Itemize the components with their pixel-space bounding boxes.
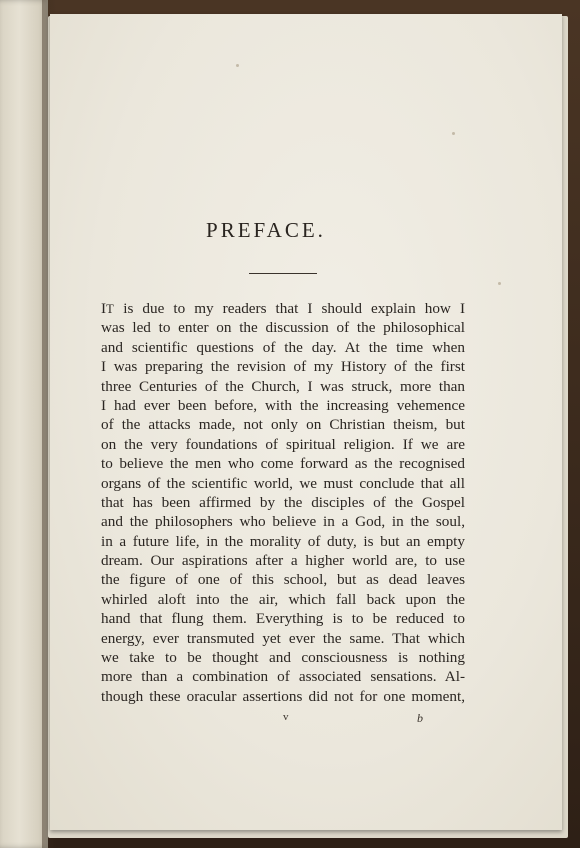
preface-body [101,299,465,706]
text-line [101,299,465,318]
text-line: to believe the men who come forward as the recognised [101,455,465,473]
text-line: I was preparing the revision of my History of the first [101,358,465,376]
paper-speck [498,282,501,285]
text-line: in a future life, in the morality of duty, is but an empty [101,532,465,550]
paper-speck [236,64,239,67]
paper-speck [452,132,455,135]
text-line-rest: is due to my readers that I should explain how I [114,300,465,317]
text-line: was led to enter on the discussion of the philosophical [101,319,465,337]
text-line: more than a combination of associated sensations. Al- [101,668,465,686]
text-line: and scientific questions of the day. At the time when [101,338,465,356]
page-number: v [283,711,289,723]
small-caps-opening: IT [101,300,115,317]
signature-mark: b [417,711,423,725]
text-line: organs of the scientific world, we must conclude that all [101,474,465,492]
heading-rule [249,273,317,274]
text-line: the figure of one of this school, but as dead leaves [101,571,465,589]
text-line: I had ever been before, with the increasing vehemence [101,396,465,414]
text-line: on the very foundations of spiritual religion. If we are [101,435,465,453]
text-line: three Centuries of the Church, I was struck, more than [101,377,465,395]
text-line: that has been affirmed by the disciples of the Gospel [101,493,465,511]
text-line: and the philosophers who believe in a God, in the soul, [101,513,465,531]
book-cover-edge [0,0,48,848]
text-line: we take to be thought and consciousness is nothing [101,649,465,667]
text-line: dream. Our aspirations after a higher world are, to use [101,552,465,570]
text-line: of the attacks made, not only on Christian theism, but [101,416,465,434]
text-line: hand that flung them. Everything is to be reduced to [101,610,465,628]
text-line: though these oracular assertions did not for one moment, [101,687,465,705]
text-line: energy, ever transmuted yet ever the same. That which [101,629,465,647]
page-heading: PREFACE. [206,218,326,242]
text-line: whirled aloft into the air, which fall back upon the [101,590,465,608]
